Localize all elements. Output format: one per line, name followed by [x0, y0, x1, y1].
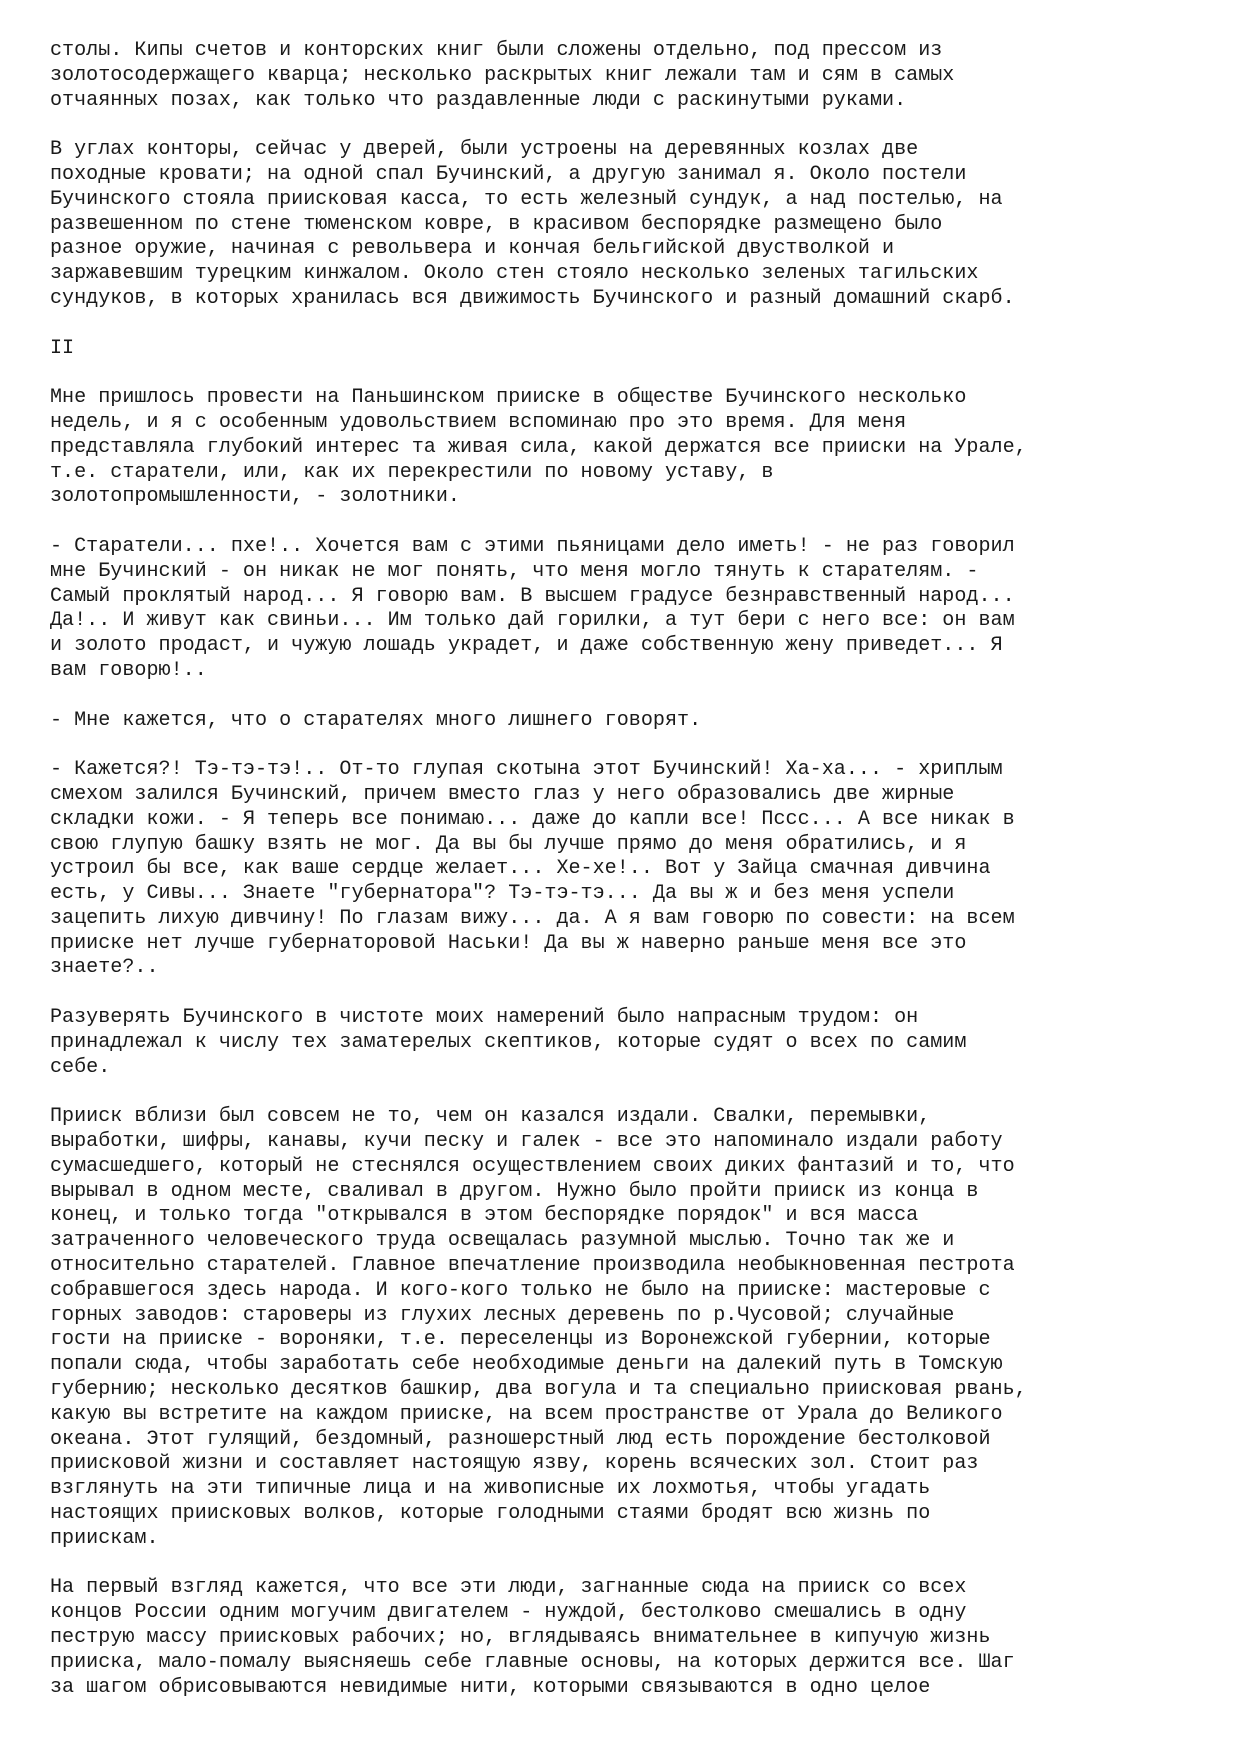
paragraph-weeks-on-mine: Мне пришлось провести на Паньшинском прииске в обществе Бучинского несколько недель, и я с особенным удовольствием вспоминаю про это время. Для меня представляла глубокий интерес та живая сила, какой держатся все прииски на Урале, т.е. старатели, или, как их перекрестили по новому уставу, в золотопромышленности, - золотники.	[50, 386, 1027, 509]
paragraph-first-glance: На первый взгляд кажется, что все эти люди, загнанные сюда на прииск со всех концов России одним могучим двигателем - нуждой, бестолково смешались в одну пеструю массу приисковых рабочих; но, вглядываясь внимательнее в кипучую жизнь прииска, мало-помалу выясняешь себе главные основы, на которых держится все. Шаг за шагом обрисовываются невидимые нити, которыми связываются в одно целое	[50, 1576, 1015, 1699]
chapter-heading: II	[50, 336, 75, 360]
paragraph-reply: - Мне кажется, что о старателях много лишнего говорят.	[50, 708, 702, 732]
document-page	[50, 39, 1230, 1725]
paragraph-mine-up-close: Прииск вблизи был совсем не то, чем он казался издали. Свалки, перемывки, выработки, шифры, канавы, кучи песку и галек - все это напоминало издали работу сумасшедшего, который не стеснялся осуществлением своих диких фантазий и то, что вырывал в одном месте, сваливал в другом. Нужно было пройти прииск из конца в конец, и только тогда "открывался в этом беспорядке порядок" и вся масса затраченного человеческого труда освещалась разумной мыслью. Точно так же и относительно старателей. Главное впечатление производила необыкновенная пестрота собравшегося здесь народа. И кого-кого только не было на прииске: мастеровые с горных заводов: староверы из глухих лесных деревень по р.Чусовой; случайные гости на прииске - вороняки, т.е. переселенцы из Воронежской губернии, которые попали сюда, чтобы заработать себе необходимые деньги на далекий путь в Томскую губернию; несколько десятков башкир, два вогула и та специально приисковая рвань, какую вы встретите на каждом прииске, на всем пространстве от Урала до Великого океана. Этот гулящий, бездомный, разношерстный люд есть порождение бестолковой приисковой жизни и составляет настоящую язву, корень всяческих зол. Стоит раз взглянуть на эти типичные лица и на живописные их лохмотья, чтобы угадать настоящих приисковых волков, которые голодными стаями бродят всю жизнь по приискам.	[50, 1105, 1027, 1550]
paragraph-office-corners: В углах конторы, сейчас у дверей, были устроены на деревянных козлах две походные кровати; на одной спал Бучинский, а другую занимал я. Около постели Бучинского стояла приисковая касса, то есть железный сундук, а над постелью, на развешенном по стене тюменском ковре, в красивом беспорядке размещено было разное оружие, начиная с револьвера и кончая бельгийской двустволкой и заржавевшим турецким кинжалом. Около стен стояло несколько зеленых тагильских сундуков, в которых хранилась вся движимость Бучинского и разный домашний скарб.	[50, 138, 1015, 310]
paragraph-buchinsky-speech: - Старатели... пхе!.. Хочется вам с этими пьяницами дело иметь! - не раз говорил мне Бучинский - он никак не мог понять, что меня могло тянуть к старателям. - Самый проклятый народ... Я говорю вам. В высшем градусе безнравственный народ... Да!.. И живут как свиньи... Им только дай горилки, а тут бери с него все: он вам и золото продаст, и чужую лошадь украдет, и даже собственную жену приведет... Я вам говорю!..	[50, 534, 1015, 682]
paragraph-skeptic: Разуверять Бучинского в чистоте моих намерений было напрасным трудом: он принадлежал к числу тех заматерелых скептиков, которые судят о всех по самим себе.	[50, 1006, 967, 1079]
paragraph-office-tables: столы. Кипы счетов и конторских книг были сложены отдельно, под прессом из золотосодержащего кварца; несколько раскрытых книг лежали там и сям в самых отчаянных позах, как только что раздавленные люди с раскинутыми руками.	[50, 39, 955, 112]
paragraph-buchinsky-laugh: - Кажется?! Тэ-тэ-тэ!.. От-то глупая скотына этот Бучинский! Ха-ха... - хриплым смехом залился Бучинский, причем вместо глаз у него образовались две жирные складки кожи. - Я теперь все понимаю... даже до капли все! Пссс... А все никак в свою глупую башку взять не мог. Да вы бы лучше прямо до меня обратились, и я устроил бы все, как ваше сердце желает... Хе-хе!.. Вот у Зайца смачная дивчина есть, у Сивы... Знаете "губернатора"? Тэ-тэ-тэ... Да вы ж и без меня успели зацепить лихую дивчину! По глазам вижу... да. А я вам говорю по совести: на всем прииске нет лучше губернаторовой Наськи! Да вы ж наверно раньше меня все это знаете?..	[50, 758, 1015, 980]
